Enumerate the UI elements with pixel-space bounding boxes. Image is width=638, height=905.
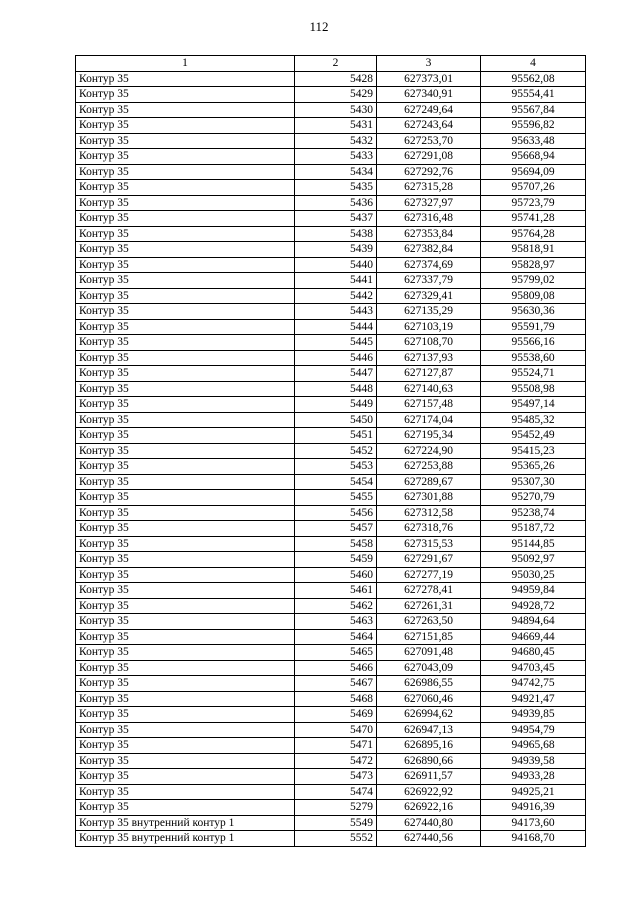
table-row [76,691,586,707]
contour-name-cell: Контур 35 [76,505,295,521]
point-number-cell: 5449 [295,397,377,413]
point-number-cell: 5456 [295,505,377,521]
contour-name-cell: Контур 35 [76,87,295,103]
contour-name-cell: Контур 35 [76,412,295,428]
point-number-cell: 5437 [295,211,377,227]
x-coordinate-cell: 627315,28 [377,180,481,196]
point-number-cell: 5459 [295,552,377,568]
y-coordinate-cell: 95452,49 [481,428,586,444]
y-coordinate-cell: 94703,45 [481,660,586,676]
contour-name-cell: Контур 35 [76,443,295,459]
y-coordinate-cell: 95307,30 [481,474,586,490]
x-coordinate-cell: 627374,69 [377,257,481,273]
contour-name-cell: Контур 35 [76,319,295,335]
contour-name-cell: Контур 35 [76,800,295,816]
contour-name-cell: Контур 35 [76,180,295,196]
point-number-cell: 5444 [295,319,377,335]
x-coordinate-cell: 626911,57 [377,769,481,785]
y-coordinate-cell: 95508,98 [481,381,586,397]
point-number-cell: 5429 [295,87,377,103]
point-number-cell: 5448 [295,381,377,397]
point-number-cell: 5439 [295,242,377,258]
point-number-cell: 5440 [295,257,377,273]
x-coordinate-cell: 627353,84 [377,226,481,242]
y-coordinate-cell: 94965,68 [481,738,586,754]
contour-name-cell: Контур 35 [76,350,295,366]
contour-name-cell: Контур 35 [76,195,295,211]
table-row [76,505,586,521]
table-row [76,366,586,382]
point-number-cell: 5435 [295,180,377,196]
point-number-cell: 5447 [295,366,377,382]
y-coordinate-cell: 95596,82 [481,118,586,134]
point-number-cell: 5279 [295,800,377,816]
contour-name-cell: Контур 35 [76,428,295,444]
point-number-cell: 5473 [295,769,377,785]
table-row [76,87,586,103]
table-row [76,381,586,397]
point-number-cell: 5462 [295,598,377,614]
point-number-cell: 5431 [295,118,377,134]
table-row [76,443,586,459]
contour-name-cell: Контур 35 [76,784,295,800]
contour-name-cell: Контур 35 внутренний контур 1 [76,831,295,847]
table-row [76,722,586,738]
point-number-cell: 5466 [295,660,377,676]
table-row [76,273,586,289]
point-number-cell: 5453 [295,459,377,475]
x-coordinate-cell: 627127,87 [377,366,481,382]
x-coordinate-cell: 627382,84 [377,242,481,258]
table-row [76,149,586,165]
table-row [76,567,586,583]
y-coordinate-cell: 94954,79 [481,722,586,738]
table-row [76,769,586,785]
y-coordinate-cell: 94933,28 [481,769,586,785]
point-number-cell: 5433 [295,149,377,165]
contour-name-cell: Контур 35 [76,381,295,397]
x-coordinate-cell: 627108,70 [377,335,481,351]
table-row [76,350,586,366]
table-row [76,660,586,676]
table-row [76,118,586,134]
table-row [76,629,586,645]
y-coordinate-cell: 95524,71 [481,366,586,382]
y-coordinate-cell: 95630,36 [481,304,586,320]
page-number: 112 [309,19,329,34]
x-coordinate-cell: 627291,08 [377,149,481,165]
y-coordinate-cell: 95365,26 [481,459,586,475]
y-coordinate-cell: 94925,21 [481,784,586,800]
contour-name-cell: Контур 35 [76,753,295,769]
x-coordinate-cell: 627151,85 [377,629,481,645]
table-row [76,459,586,475]
table-row [76,645,586,661]
contour-name-cell: Контур 35 [76,583,295,599]
table-row [76,831,586,847]
y-coordinate-cell: 94916,39 [481,800,586,816]
table-row [76,335,586,351]
y-coordinate-cell: 95668,94 [481,149,586,165]
point-number-cell: 5441 [295,273,377,289]
table-row [76,598,586,614]
contour-name-cell: Контур 35 [76,552,295,568]
y-coordinate-cell: 95270,79 [481,490,586,506]
y-coordinate-cell: 94168,70 [481,831,586,847]
x-coordinate-cell: 627174,04 [377,412,481,428]
x-coordinate-cell: 627157,48 [377,397,481,413]
point-number-cell: 5451 [295,428,377,444]
x-coordinate-cell: 627291,67 [377,552,481,568]
x-coordinate-cell: 627277,19 [377,567,481,583]
table-row [76,521,586,537]
x-coordinate-cell: 627318,76 [377,521,481,537]
y-coordinate-cell: 94173,60 [481,815,586,831]
point-number-cell: 5468 [295,691,377,707]
x-coordinate-cell: 626947,13 [377,722,481,738]
point-number-cell: 5445 [295,335,377,351]
x-coordinate-cell: 626994,62 [377,707,481,723]
contour-name-cell: Контур 35 [76,707,295,723]
contour-name-cell: Контур 35 [76,645,295,661]
contour-name-cell: Контур 35 [76,614,295,630]
point-number-cell: 5470 [295,722,377,738]
contour-name-cell: Контур 35 [76,722,295,738]
table-row [76,102,586,118]
point-number-cell: 5434 [295,164,377,180]
table-row [76,133,586,149]
point-number-cell: 5438 [295,226,377,242]
point-number-cell: 5443 [295,304,377,320]
y-coordinate-cell: 95092,97 [481,552,586,568]
contour-name-cell: Контур 35 [76,769,295,785]
y-coordinate-cell: 95799,02 [481,273,586,289]
contour-name-cell: Контур 35 [76,118,295,134]
y-coordinate-cell: 95741,28 [481,211,586,227]
table-row [76,242,586,258]
x-coordinate-cell: 627043,09 [377,660,481,676]
contour-name-cell: Контур 35 [76,629,295,645]
point-number-cell: 5467 [295,676,377,692]
x-coordinate-cell: 627140,63 [377,381,481,397]
y-coordinate-cell: 95238,74 [481,505,586,521]
contour-name-cell: Контур 35 [76,397,295,413]
x-coordinate-cell: 627253,88 [377,459,481,475]
y-coordinate-cell: 95764,28 [481,226,586,242]
y-coordinate-cell: 94894,64 [481,614,586,630]
y-coordinate-cell: 95562,08 [481,71,586,87]
point-number-cell: 5442 [295,288,377,304]
table-row [76,180,586,196]
point-number-cell: 5472 [295,753,377,769]
x-coordinate-cell: 626895,16 [377,738,481,754]
point-number-cell: 5549 [295,815,377,831]
y-coordinate-cell: 95567,84 [481,102,586,118]
y-coordinate-cell: 94669,44 [481,629,586,645]
contour-name-cell: Контур 35 [76,211,295,227]
point-number-cell: 5469 [295,707,377,723]
x-coordinate-cell: 627373,01 [377,71,481,87]
contour-name-cell: Контур 35 [76,242,295,258]
point-number-cell: 5460 [295,567,377,583]
y-coordinate-cell: 95566,16 [481,335,586,351]
y-coordinate-cell: 95694,09 [481,164,586,180]
y-coordinate-cell: 94959,84 [481,583,586,599]
contour-name-cell: Контур 35 [76,536,295,552]
coordinates-table [75,55,586,847]
point-number-cell: 5463 [295,614,377,630]
point-number-cell: 5452 [295,443,377,459]
y-coordinate-cell: 95030,25 [481,567,586,583]
contour-name-cell: Контур 35 [76,474,295,490]
contour-name-cell: Контур 35 [76,660,295,676]
contour-name-cell: Контур 35 [76,598,295,614]
header-row [76,56,586,72]
table-row [76,753,586,769]
column-header-4: 4 [481,56,586,72]
x-coordinate-cell: 627224,90 [377,443,481,459]
point-number-cell: 5458 [295,536,377,552]
y-coordinate-cell: 95485,32 [481,412,586,428]
x-coordinate-cell: 627327,97 [377,195,481,211]
y-coordinate-cell: 95828,97 [481,257,586,273]
point-number-cell: 5428 [295,71,377,87]
x-coordinate-cell: 627243,64 [377,118,481,134]
table-row [76,304,586,320]
point-number-cell: 5430 [295,102,377,118]
table-row [76,71,586,87]
x-coordinate-cell: 627440,56 [377,831,481,847]
x-coordinate-cell: 627249,64 [377,102,481,118]
point-number-cell: 5450 [295,412,377,428]
contour-name-cell: Контур 35 [76,102,295,118]
x-coordinate-cell: 627103,19 [377,319,481,335]
x-coordinate-cell: 627316,48 [377,211,481,227]
point-number-cell: 5436 [295,195,377,211]
contour-name-cell: Контур 35 [76,490,295,506]
point-number-cell: 5457 [295,521,377,537]
contour-name-cell: Контур 35 [76,676,295,692]
y-coordinate-cell: 95707,26 [481,180,586,196]
y-coordinate-cell: 94928,72 [481,598,586,614]
contour-name-cell: Контур 35 [76,304,295,320]
y-coordinate-cell: 95187,72 [481,521,586,537]
contour-name-cell: Контур 35 [76,366,295,382]
y-coordinate-cell: 95818,91 [481,242,586,258]
table-row [76,428,586,444]
y-coordinate-cell: 95538,60 [481,350,586,366]
x-coordinate-cell: 627292,76 [377,164,481,180]
column-header-3: 3 [377,56,481,72]
contour-name-cell: Контур 35 [76,521,295,537]
y-coordinate-cell: 95591,79 [481,319,586,335]
contour-name-cell: Контур 35 [76,273,295,289]
table-row [76,397,586,413]
x-coordinate-cell: 627340,91 [377,87,481,103]
point-number-cell: 5461 [295,583,377,599]
contour-name-cell: Контур 35 [76,257,295,273]
column-header-1: 1 [76,56,295,72]
table-row [76,800,586,816]
y-coordinate-cell: 95723,79 [481,195,586,211]
table-row [76,490,586,506]
table-row [76,676,586,692]
table-row [76,738,586,754]
x-coordinate-cell: 626922,16 [377,800,481,816]
y-coordinate-cell: 95144,85 [481,536,586,552]
table-row [76,257,586,273]
x-coordinate-cell: 626986,55 [377,676,481,692]
y-coordinate-cell: 94921,47 [481,691,586,707]
x-coordinate-cell: 627301,88 [377,490,481,506]
x-coordinate-cell: 627278,41 [377,583,481,599]
contour-name-cell: Контур 35 [76,288,295,304]
table-row [76,784,586,800]
x-coordinate-cell: 627195,34 [377,428,481,444]
contour-name-cell: Контур 35 [76,133,295,149]
table-row [76,288,586,304]
point-number-cell: 5464 [295,629,377,645]
point-number-cell: 5474 [295,784,377,800]
table-row [76,319,586,335]
y-coordinate-cell: 95554,41 [481,87,586,103]
contour-name-cell: Контур 35 [76,71,295,87]
x-coordinate-cell: 627060,46 [377,691,481,707]
y-coordinate-cell: 95497,14 [481,397,586,413]
x-coordinate-cell: 627312,58 [377,505,481,521]
contour-name-cell: Контур 35 [76,335,295,351]
point-number-cell: 5552 [295,831,377,847]
y-coordinate-cell: 95809,08 [481,288,586,304]
y-coordinate-cell: 94939,58 [481,753,586,769]
y-coordinate-cell: 94680,45 [481,645,586,661]
y-coordinate-cell: 94742,75 [481,676,586,692]
contour-name-cell: Контур 35 [76,459,295,475]
point-number-cell: 5446 [295,350,377,366]
table-row [76,707,586,723]
table-row [76,226,586,242]
contour-name-cell: Контур 35 [76,149,295,165]
x-coordinate-cell: 626922,92 [377,784,481,800]
table-row [76,815,586,831]
x-coordinate-cell: 627263,50 [377,614,481,630]
table-row [76,552,586,568]
x-coordinate-cell: 627315,53 [377,536,481,552]
contour-name-cell: Контур 35 [76,226,295,242]
point-number-cell: 5455 [295,490,377,506]
point-number-cell: 5432 [295,133,377,149]
table-body [76,71,586,846]
x-coordinate-cell: 627261,31 [377,598,481,614]
table-header [76,56,586,72]
contour-name-cell: Контур 35 [76,738,295,754]
y-coordinate-cell: 95415,23 [481,443,586,459]
table-row [76,614,586,630]
point-number-cell: 5454 [295,474,377,490]
x-coordinate-cell: 627337,79 [377,273,481,289]
x-coordinate-cell: 627135,29 [377,304,481,320]
x-coordinate-cell: 627440,80 [377,815,481,831]
x-coordinate-cell: 627253,70 [377,133,481,149]
contour-name-cell: Контур 35 внутренний контур 1 [76,815,295,831]
point-number-cell: 5471 [295,738,377,754]
y-coordinate-cell: 94939,85 [481,707,586,723]
x-coordinate-cell: 627289,67 [377,474,481,490]
table-row [76,164,586,180]
x-coordinate-cell: 627091,48 [377,645,481,661]
x-coordinate-cell: 626890,66 [377,753,481,769]
x-coordinate-cell: 627329,41 [377,288,481,304]
table-row [76,211,586,227]
y-coordinate-cell: 95633,48 [481,133,586,149]
contour-name-cell: Контур 35 [76,567,295,583]
point-number-cell: 5465 [295,645,377,661]
table-row [76,412,586,428]
table-row [76,195,586,211]
table-row [76,474,586,490]
column-header-2: 2 [295,56,377,72]
x-coordinate-cell: 627137,93 [377,350,481,366]
contour-name-cell: Контур 35 [76,691,295,707]
table-row [76,583,586,599]
table-row [76,536,586,552]
contour-name-cell: Контур 35 [76,164,295,180]
